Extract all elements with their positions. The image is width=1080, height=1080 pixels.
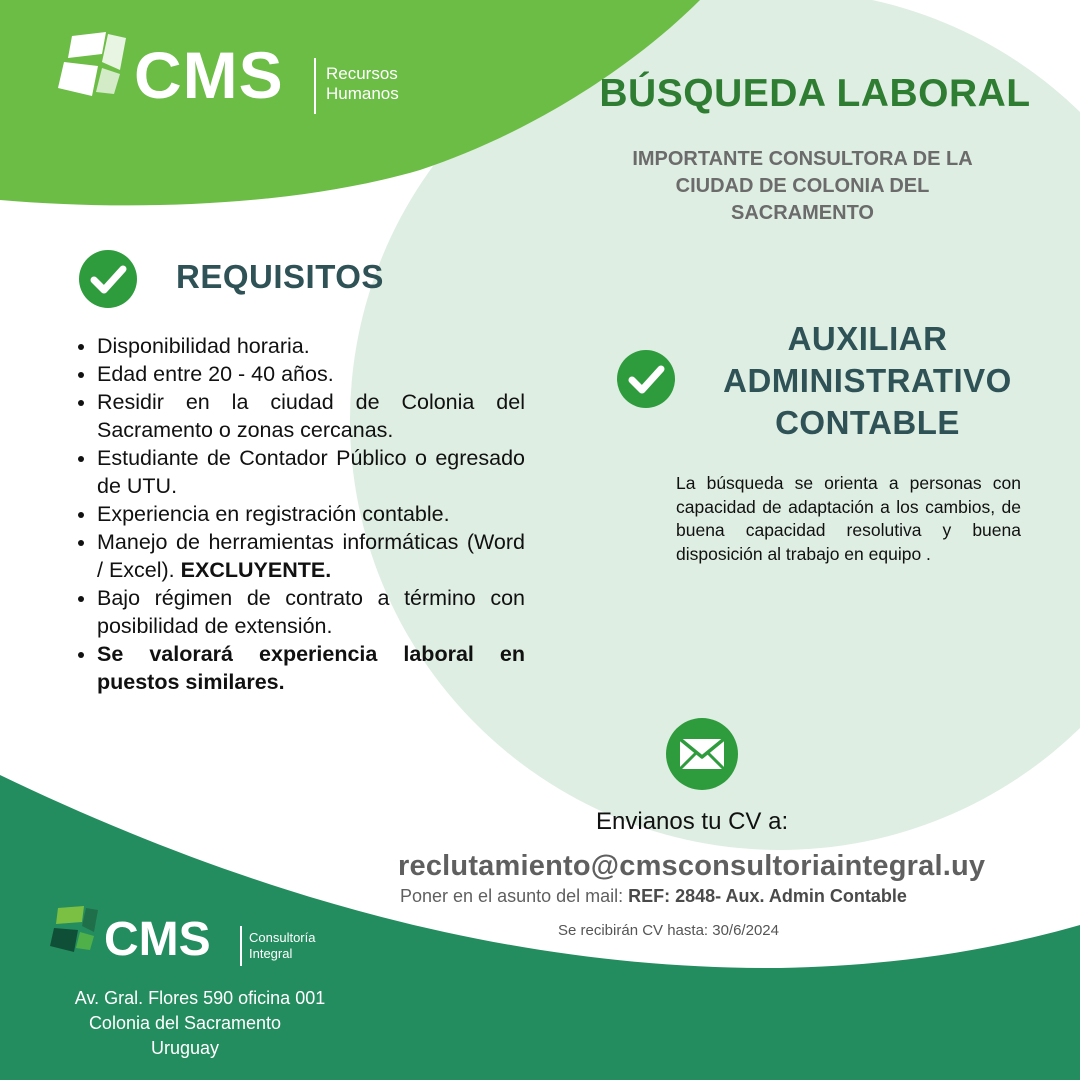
logo-subtitle — [326, 64, 399, 104]
company-line1: IMPORTANTE CONSULTORA DE LA — [632, 148, 973, 170]
address-line3: Uruguay — [150, 1038, 220, 1058]
cms-recursos-humanos-logo — [58, 32, 438, 122]
logo-subtitle-line1: Recursos — [326, 64, 398, 83]
email-subject-instruction — [400, 886, 907, 907]
company-description — [590, 146, 1015, 227]
subject-prefix: Poner en el asunto del mail: — [400, 886, 629, 906]
requirement-text: Estudiante de Contador Público o egresado de UTU. — [97, 446, 525, 498]
list-item — [97, 640, 525, 696]
cms-logo-mark-icon — [58, 32, 126, 98]
list-item — [97, 388, 525, 444]
logo-brand-text: CMS — [104, 913, 211, 966]
logo-divider — [240, 926, 242, 966]
requirement-text: Manejo de herramientas informáticas (Word / Excel). — [97, 530, 525, 582]
address-line2: Colonia del Sacramento — [88, 1013, 282, 1033]
cv-deadline: Se recibirán CV hasta: 30/6/2024 — [558, 922, 779, 939]
company-line3: SACRAMENTO — [731, 202, 874, 224]
requirement-text: Edad entre 20 - 40 años. — [97, 362, 334, 386]
requirements-title: REQUISITOS — [176, 258, 384, 295]
list-item — [97, 332, 525, 360]
cms-consultoria-integral-logo — [50, 904, 350, 974]
job-title-line1: AUXILIAR — [787, 320, 948, 357]
company-line2: CIUDAD DE COLONIA DEL — [675, 175, 930, 197]
logo-brand-text: CMS — [134, 38, 284, 112]
job-title-line2: ADMINISTRATIVO — [723, 362, 1012, 399]
office-address — [40, 986, 360, 1061]
list-item — [97, 500, 525, 528]
list-item — [97, 360, 525, 388]
check-circle-icon — [79, 250, 137, 308]
logo-subtitle-line2: Integral — [249, 946, 293, 961]
envelope-icon — [666, 718, 738, 790]
job-description: La búsqueda se orienta a personas con capacidad de adaptación a los cambios, de buena capacidad resolutiva y buena disposición al trabajo en equipo . — [676, 473, 1021, 564]
logo-divider — [314, 58, 316, 114]
check-circle-icon — [617, 350, 675, 408]
requirement-text: Se valorará experiencia laboral en puestos similares. — [97, 642, 525, 694]
job-title — [700, 318, 1035, 444]
page-title: BÚSQUEDA LABORAL — [599, 72, 1031, 115]
subject-reference: REF: 2848- Aux. Admin Contable — [628, 886, 907, 906]
requirement-text: Residir en la ciudad de Colonia del Sacramento o zonas cercanas. — [97, 390, 525, 442]
list-item — [97, 528, 525, 584]
list-item — [97, 444, 525, 500]
cms-logo-mark-icon — [50, 906, 98, 952]
logo-subtitle-line1: Consultoría — [249, 930, 316, 945]
requirement-text: Bajo régimen de contrato a término con posibilidad de extensión. — [97, 586, 525, 638]
list-item — [97, 584, 525, 640]
logo-subtitle — [249, 930, 315, 962]
logo-subtitle-line2: Humanos — [326, 84, 399, 103]
requirement-text: Experiencia en registración contable. — [97, 502, 450, 526]
excluyente-label: EXCLUYENTE. — [180, 558, 332, 582]
address-line1: Av. Gral. Flores 590 oficina 001 — [74, 988, 326, 1008]
requirement-text: Disponibilidad horaria. — [97, 334, 310, 358]
job-title-line3: CONTABLE — [775, 404, 960, 441]
send-cv-label: Envianos tu CV a: — [596, 808, 789, 835]
requirements-list — [60, 332, 525, 696]
contact-email-link[interactable]: reclutamiento@cmsconsultoriaintegral.uy — [398, 850, 986, 882]
